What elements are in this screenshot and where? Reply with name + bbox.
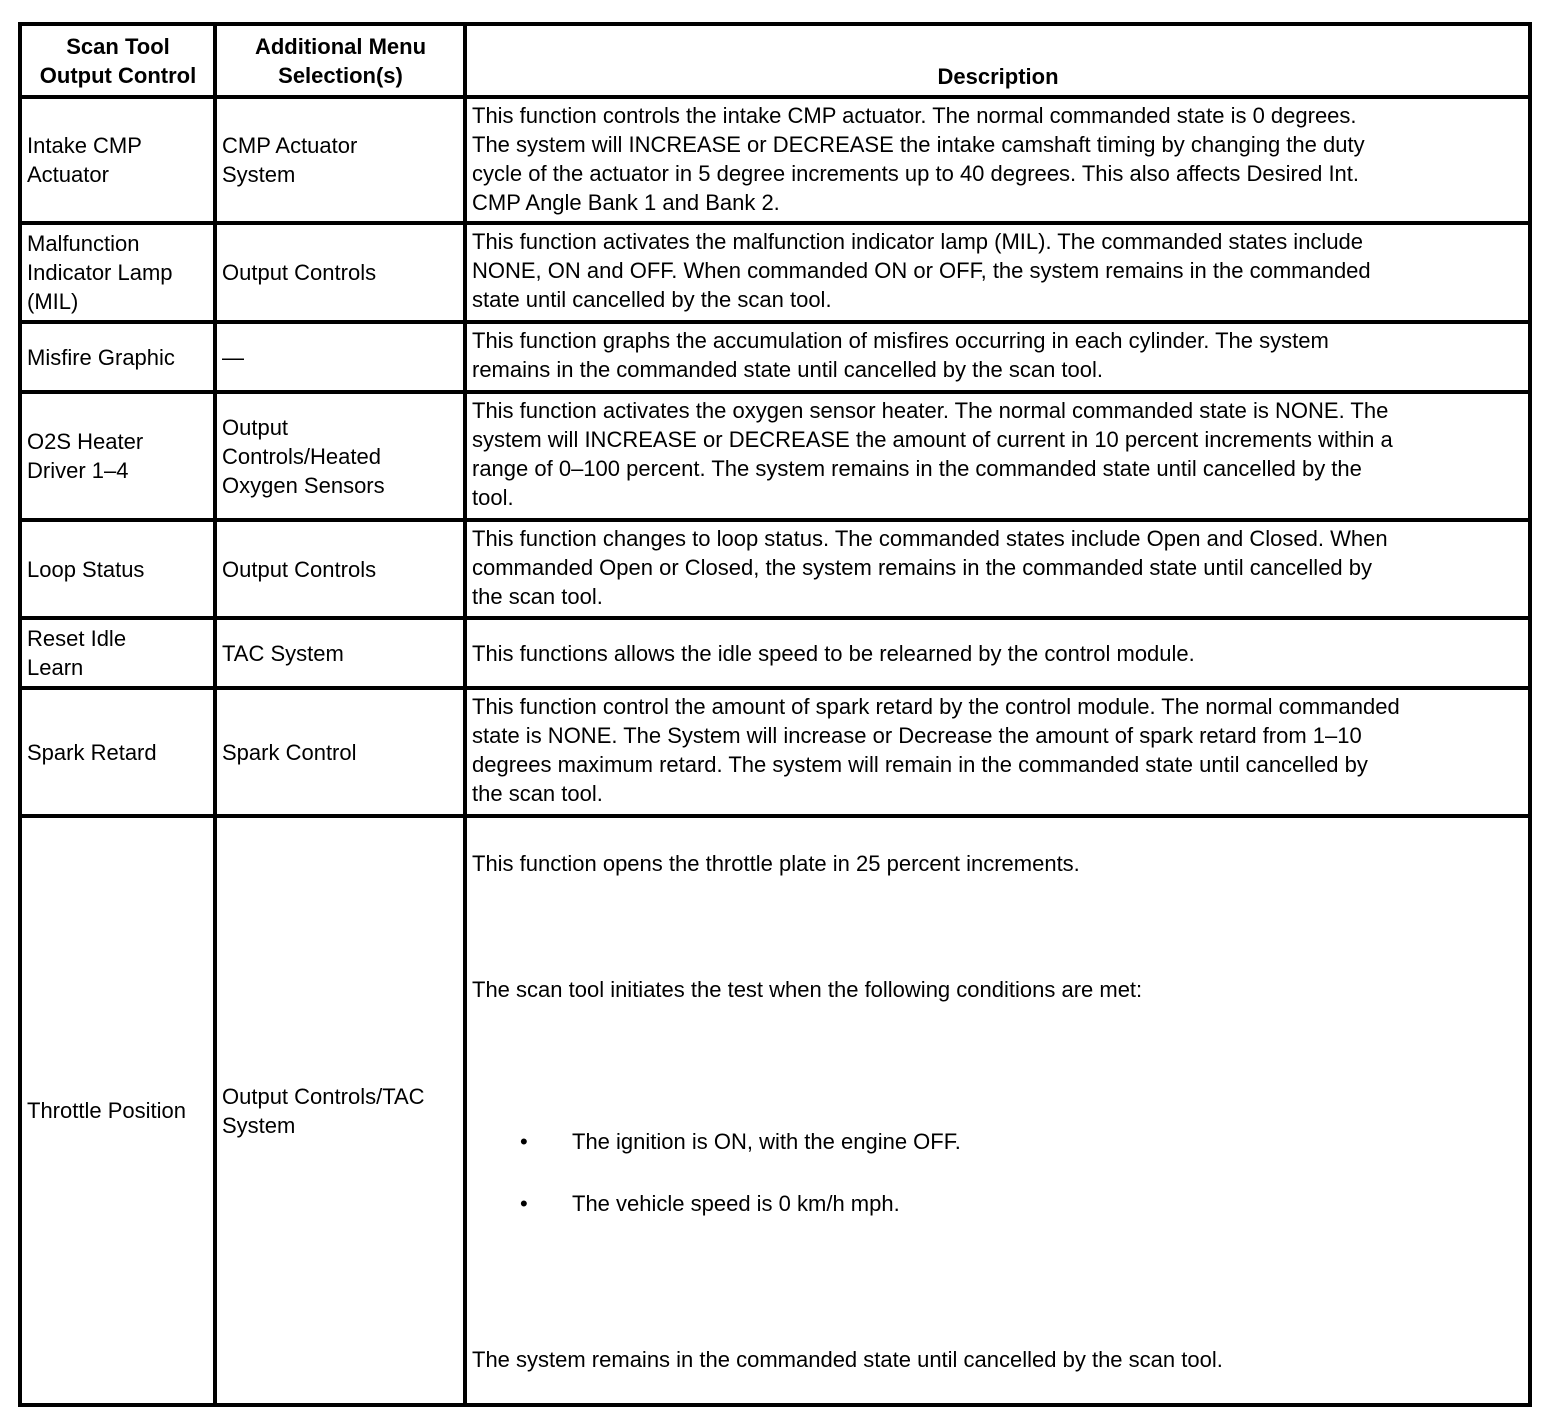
bullet-icon: • (520, 1129, 528, 1154)
menu-cell: Spark Control (215, 688, 465, 816)
menu-cell: CMP Actuator System (215, 97, 465, 223)
menu-cell: — (215, 322, 465, 392)
control-cell: Misfire Graphic (20, 322, 215, 392)
description-intro: This function opens the throttle plate in 25 percent increments. (472, 851, 1080, 876)
description-cell: This function activates the oxygen sensor heater. The normal commanded state is NONE. The system will INCREASE or DECREASE the amount of current in 10 percent increments within a range of 0–100 percent. The system remains in the commanded state until cancelled by the tool. (465, 392, 1530, 520)
description-cell: This function activates the malfunction indicator lamp (MIL). The commanded states include NONE, ON and OFF. When commanded ON or OFF, the system remains in the commanded state until cancelled by the scan tool. (465, 223, 1530, 322)
control-cell: Throttle Position (20, 816, 215, 1405)
description-outro: The system remains in the commanded state until cancelled by the scan tool. (472, 1347, 1223, 1372)
table-row (20, 223, 1530, 322)
bullet-icon: • (520, 1191, 528, 1216)
control-cell: Reset Idle Learn (20, 618, 215, 688)
menu-cell: Output Controls/TAC System (215, 816, 465, 1405)
table-row (20, 618, 1530, 688)
table-row (20, 392, 1530, 520)
table-row (20, 322, 1530, 392)
header-menu-selection: Additional Menu Selection(s) (215, 24, 465, 97)
condition-text: The vehicle speed is 0 km/h mph. (572, 1191, 900, 1216)
table-header-row (20, 24, 1530, 97)
conditions-list (472, 1098, 1524, 1251)
table-row (20, 688, 1530, 816)
list-item (472, 1189, 1524, 1222)
header-description: Description (465, 24, 1530, 97)
conditions-intro: The scan tool initiates the test when the following conditions are met: (472, 977, 1143, 1002)
output-controls-table (18, 22, 1532, 1407)
condition-text: The ignition is ON, with the engine OFF. (572, 1129, 961, 1154)
menu-cell: Output Controls/Heated Oxygen Sensors (215, 392, 465, 520)
description-cell: This functions allows the idle speed to be relearned by the control module. (465, 618, 1530, 688)
table-row (20, 520, 1530, 618)
description-cell: This function changes to loop status. The commanded states include Open and Closed. When commanded Open or Closed, the system remains in the commanded state until cancelled by the scan tool. (465, 520, 1530, 618)
menu-cell: TAC System (215, 618, 465, 688)
header-output-control: Scan Tool Output Control (20, 24, 215, 97)
description-cell: This function controls the intake CMP actuator. The normal commanded state is 0 degrees. The system will INCREASE or DECREASE the intake camshaft timing by changing the duty cycle of the actuator in 5 degree increments up to 40 degrees. This also affects Desired Int. CMP Angle Bank 1 and Bank 2. (465, 97, 1530, 223)
control-cell: Malfunction Indicator Lamp (MIL) (20, 223, 215, 322)
menu-cell: Output Controls (215, 223, 465, 322)
description-cell: This function graphs the accumulation of misfires occurring in each cylinder. The system remains in the commanded state until cancelled by the scan tool. (465, 322, 1530, 392)
control-cell: Loop Status (20, 520, 215, 618)
table-row (20, 97, 1530, 223)
control-cell: O2S Heater Driver 1–4 (20, 392, 215, 520)
control-cell: Spark Retard (20, 688, 215, 816)
table-row (20, 816, 1530, 1405)
menu-cell: Output Controls (215, 520, 465, 618)
description-cell (465, 816, 1530, 1405)
list-item (472, 1127, 1524, 1160)
control-cell: Intake CMP Actuator (20, 97, 215, 223)
description-cell: This function control the amount of spark retard by the control module. The normal commanded state is NONE. The System will increase or Decrease the amount of spark retard from 1–10 degrees maximum retard. The system will remain in the commanded state until cancelled by the scan tool. (465, 688, 1530, 816)
